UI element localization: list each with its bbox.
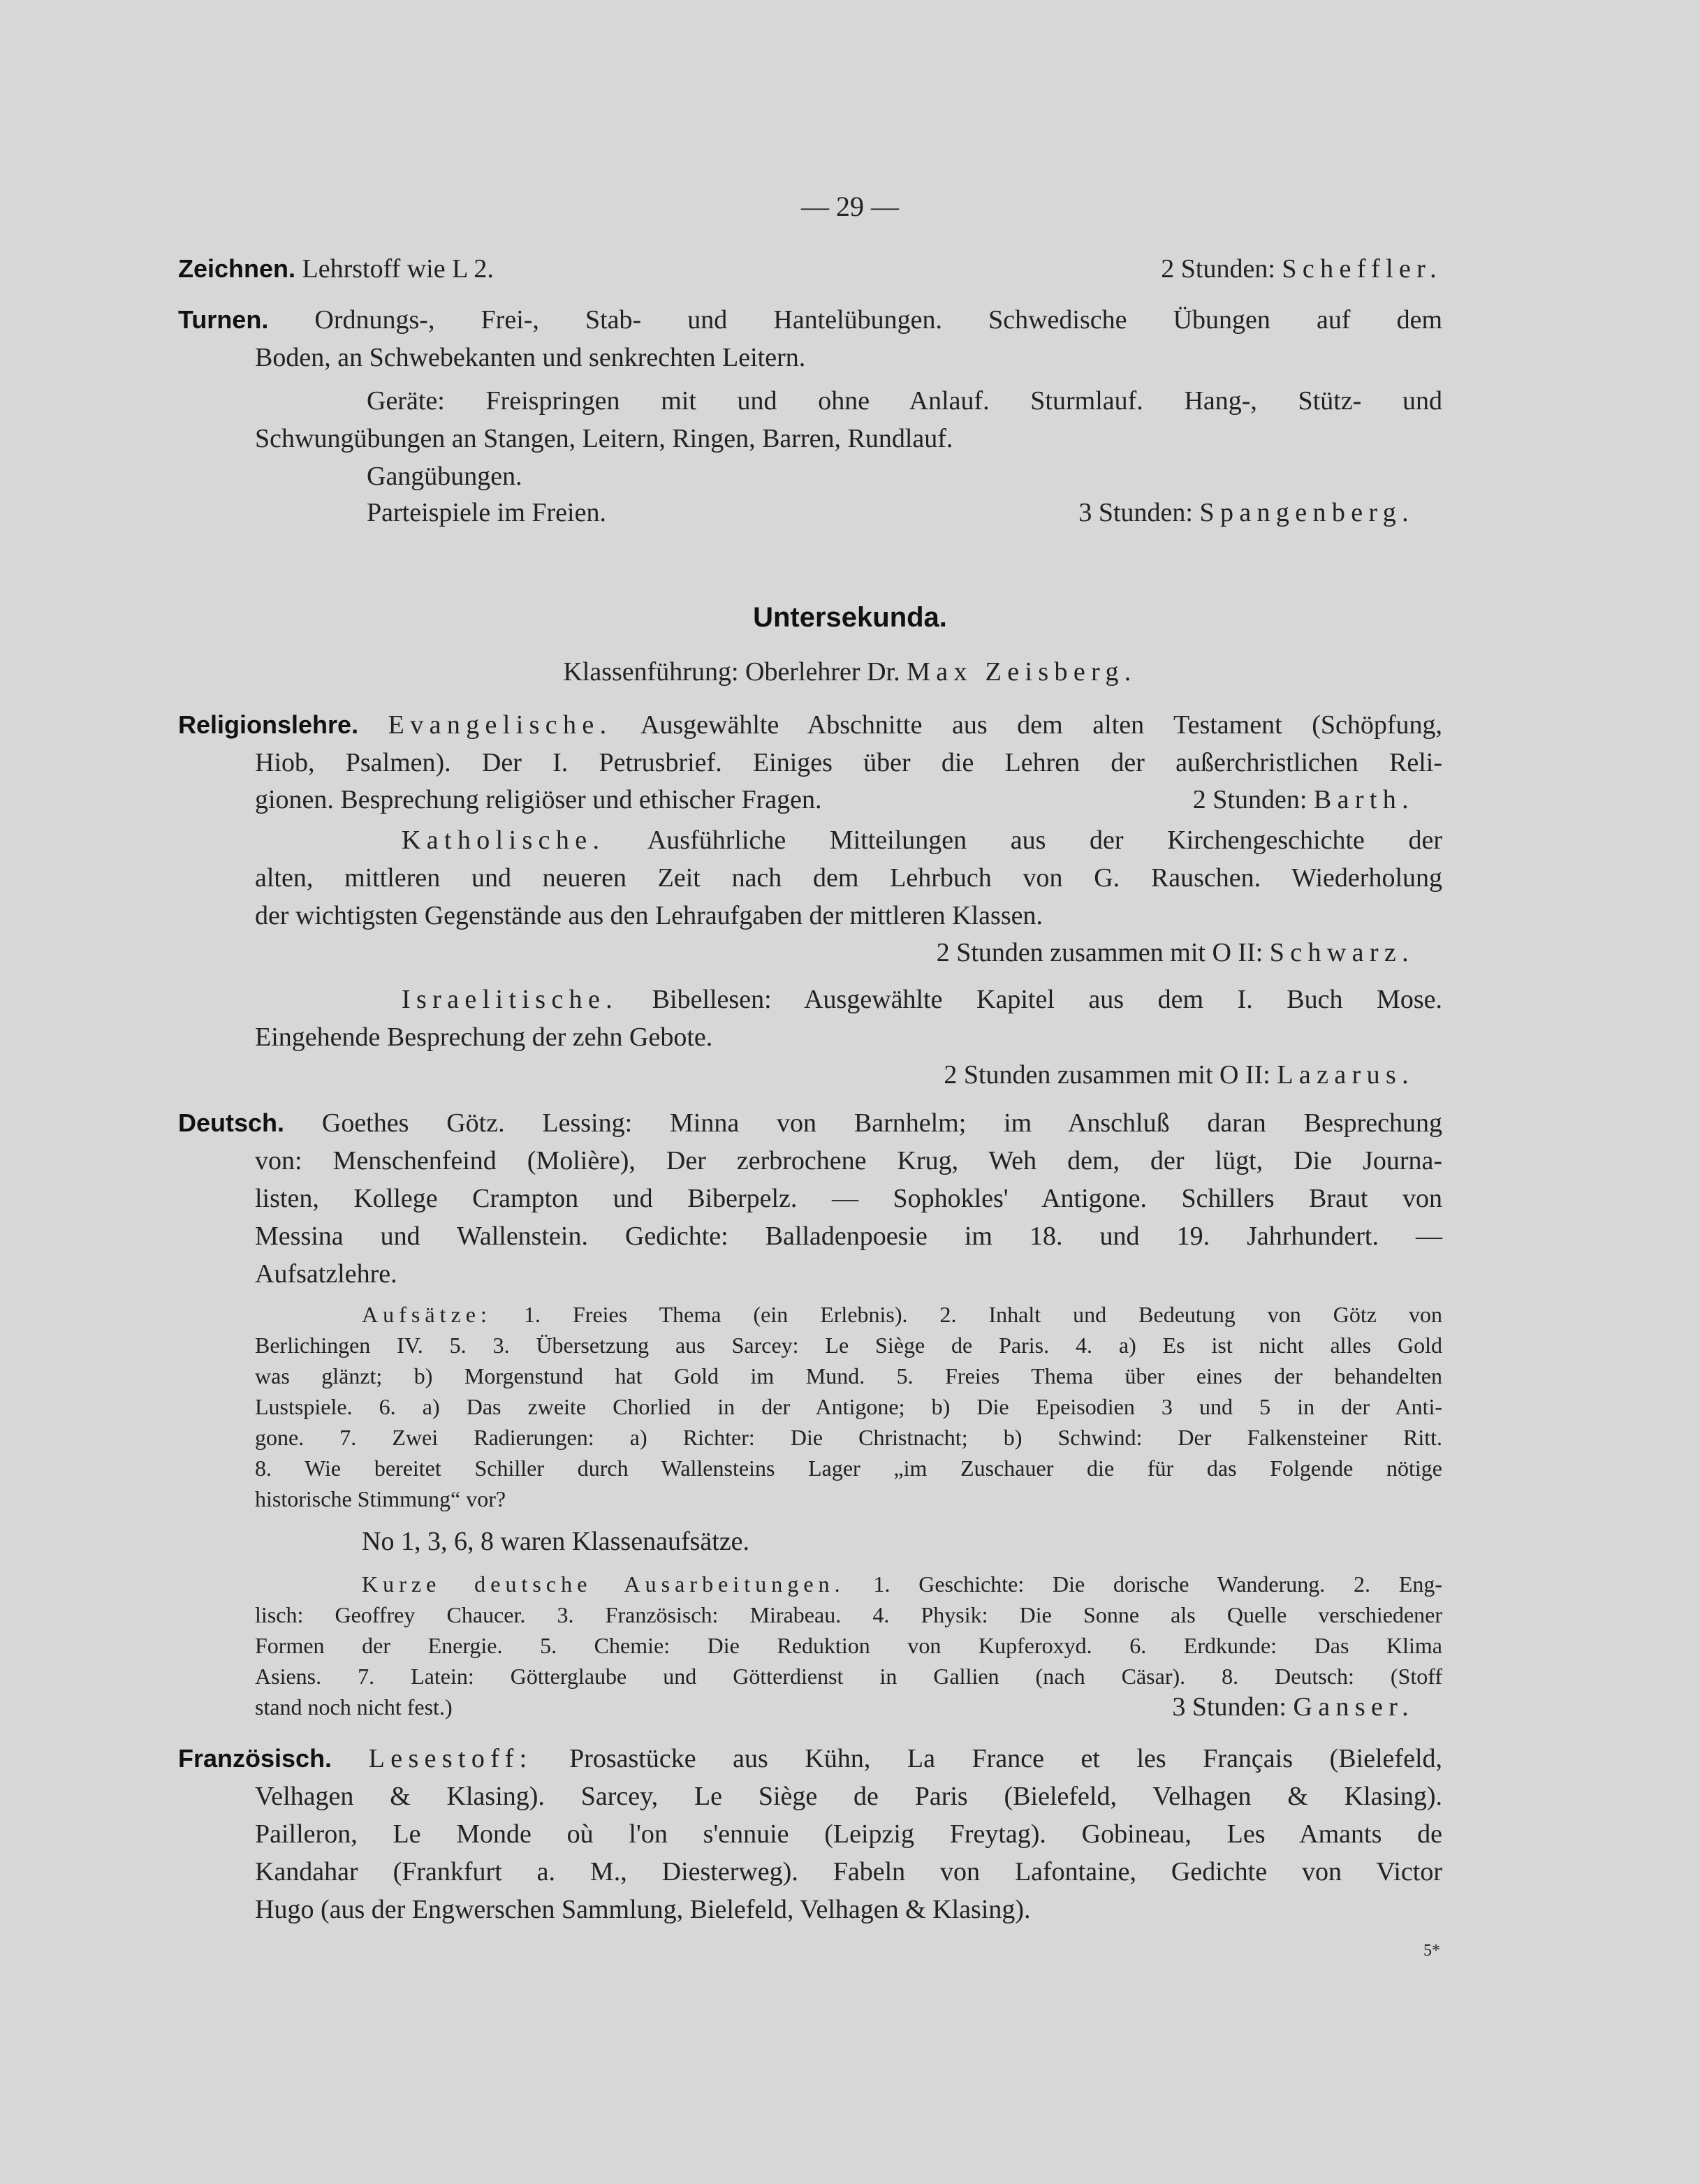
turnen-text-2: Boden, an Schwebekanten und senkrechten Leitern. xyxy=(255,343,806,372)
religion-isr-label: Israelitische. xyxy=(402,985,619,1014)
deutsch-text-4: Messina und Wallenstein. Gedichte: Balladenpoesie im 18. und 19. Jahrhundert. — xyxy=(255,1222,1442,1251)
kurz-text-3: Formen der Energie. 5. Chemie: Die Reduktion von Kupferoxyd. 6. Erdkunde: Das Klima xyxy=(255,1633,1442,1658)
religion-isr-line-1 xyxy=(402,983,1442,1016)
turnen-hours-label: 3 Stunden: xyxy=(1078,498,1193,527)
turnen-text-1: Ordnungs-, Frei-, Stab- und Hantelübungen. Schwedische Übungen auf dem xyxy=(314,305,1443,335)
aufsaetze-text-2: Berlichingen IV. 5. 3. Übersetzung aus Sarcey: Le Siège de Paris. 4. a) Es ist nicht alles Gold xyxy=(255,1333,1442,1358)
religion-isr-teacher: Lazarus. xyxy=(1277,1060,1414,1090)
kurz-text-5: stand noch nicht fest.) xyxy=(255,1694,453,1720)
turnen-text-3: Geräte: Freispringen mit und ohne Anlauf. Sturmlauf. Hang-, Stütz- und xyxy=(367,386,1442,416)
aufsaetze-text-5: gone. 7. Zwei Radierungen: a) Richter: Die Christnacht; b) Schwind: Der Falkensteiner Ritt. xyxy=(255,1425,1442,1450)
turnen-line-1 xyxy=(178,304,1442,336)
deutsch-heading: Deutsch. xyxy=(178,1108,285,1137)
religion-ev-hours-label: 2 Stunden: xyxy=(1192,785,1307,814)
kurz-text-1: 1. Geschichte: Die dorische Wanderung. 2. Eng- xyxy=(873,1571,1443,1597)
zeichnen-line xyxy=(178,253,1442,285)
religion-kath-hours-line xyxy=(255,937,1414,969)
religion-ev-hours xyxy=(1193,784,1414,816)
religion-ev-text-2: Hiob, Psalmen). Der I. Petrusbrief. Einiges über die Lehren der außerchristlichen Reli- xyxy=(255,748,1442,777)
franz-heading: Französisch. xyxy=(178,1744,332,1773)
page-number: — 29 — xyxy=(801,191,899,222)
aufsaetze-text-7: historische Stimmung“ vor? xyxy=(255,1486,506,1511)
religion-kath-text-1: Ausführliche Mitteilungen aus der Kirchengeschichte der xyxy=(647,826,1442,855)
signature-mark: 5* xyxy=(1423,1942,1440,1960)
kurz-text-2: lisch: Geoffrey Chaucer. 3. Französisch: Mirabeau. 4. Physik: Die Sonne als Quelle verschiedener xyxy=(255,1602,1442,1627)
aufsaetze-text-1: 1. Freies Thema (ein Erlebnis). 2. Inhalt und Bedeutung von Götz von xyxy=(524,1302,1443,1327)
religion-kath-line-1 xyxy=(402,824,1442,856)
turnen-text-5: Gangübungen. xyxy=(367,462,522,491)
turnen-teacher: Spangenberg. xyxy=(1199,498,1414,527)
franz-text-2: Velhagen & Klasing). Sarcey, Le Siège de Paris (Bielefeld, Velhagen & Klasing). xyxy=(255,1782,1442,1811)
franz-label: Lesestoff: xyxy=(368,1744,533,1773)
religion-isr-text-1: Bibellesen: Ausgewählte Kapitel aus dem I. Buch Mose. xyxy=(652,985,1442,1014)
aufsaetze-text-6: 8. Wie bereitet Schiller durch Wallensteins Lager „im Zuschauer die für das Folgende nötige xyxy=(255,1456,1442,1481)
religion-kath-text-2: alten, mittleren und neueren Zeit nach dem Lehrbuch von G. Rauschen. Wiederholung xyxy=(255,863,1442,893)
klassenaufsaetze: No 1, 3, 6, 8 waren Klassenaufsätze. xyxy=(362,1527,750,1556)
aufsaetze-label: Aufsätze: xyxy=(362,1302,492,1327)
religion-isr-hours-label: 2 Stunden zusammen mit O II: xyxy=(944,1060,1270,1090)
aufsaetze-text-4: Lustspiele. 6. a) Das zweite Chorlied in der Antigone; b) Die Epeisodien 3 und 5 in der Anti- xyxy=(255,1394,1442,1419)
klassenfuehrung xyxy=(0,657,1700,687)
religion-ev-line-3 xyxy=(255,784,1414,816)
franz-text-4: Kandahar (Frankfurt a. M., Diesterweg). Fabeln von Lafontaine, Gedichte von Victor xyxy=(255,1857,1442,1886)
franz-text-5: Hugo (aus der Engwerschen Sammlung, Bielefeld, Velhagen & Klasing). xyxy=(255,1895,1031,1924)
religion-isr-text-2: Eingehende Besprechung der zehn Gebote. xyxy=(255,1023,713,1052)
turnen-text-6: Parteispiele im Freien. xyxy=(367,498,606,527)
franz-text-1: Prosastücke aus Kühn, La France et les Français (Bielefeld, xyxy=(569,1744,1443,1773)
religion-isr-hours xyxy=(944,1059,1414,1091)
deutsch-text-2: von: Menschenfeind (Molière), Der zerbrochene Krug, Weh dem, der lügt, Die Journa- xyxy=(255,1146,1442,1175)
section-title: Untersekunda. xyxy=(753,602,947,633)
religion-kath-hours-label: 2 Stunden zusammen mit O II: xyxy=(936,938,1263,967)
deutsch-text-3: listen, Kollege Crampton und Biberpelz. — Sophokles' Antigone. Schillers Braut von xyxy=(255,1184,1442,1213)
religion-ev-teacher: Barth. xyxy=(1313,785,1414,814)
turnen-hours xyxy=(1078,497,1414,529)
zeichnen-text: Lehrstoff wie L 2. xyxy=(302,254,494,284)
religion-ev-label: Evangelische. xyxy=(388,710,613,740)
aufsaetze-text-3: was glänzt; b) Morgenstund hat Gold im Mund. 5. Freies Thema über eines der behandelten xyxy=(255,1363,1442,1388)
klassenfuehrung-label: Klassenführung: Oberlehrer Dr. xyxy=(563,657,900,687)
religion-ev-text-3: gionen. Besprechung religiöser und ethischer Fragen. xyxy=(255,785,822,814)
deutsch-text-1: Goethes Götz. Lessing: Minna von Barnhelm; im Anschluß daran Besprechung xyxy=(321,1108,1442,1138)
kurz-line-5 xyxy=(255,1692,1414,1722)
aufsaetze-line-1 xyxy=(362,1299,1442,1330)
religion-kath-text-3: der wichtigsten Gegenstände aus den Lehraufgaben der mittleren Klassen. xyxy=(255,901,1043,930)
turnen-heading: Turnen. xyxy=(178,305,269,334)
religion-kath-hours xyxy=(937,937,1414,969)
franz-text-3: Pailleron, Le Monde où l'on s'ennuie (Leipzig Freytag). Gobineau, Les Amants de xyxy=(255,1819,1442,1849)
deutsch-text-5: Aufsatzlehre. xyxy=(255,1259,397,1289)
deutsch-hours-label: 3 Stunden: xyxy=(1172,1692,1287,1722)
kurz-text-4: Asiens. 7. Latein: Götterglaube und Götterdienst in Gallien (nach Cäsar). 8. Deutsch: (Stoff xyxy=(255,1664,1442,1689)
turnen-text-4: Schwungübungen an Stangen, Leitern, Ringen, Barren, Rundlauf. xyxy=(255,424,953,453)
kurz-label: Kurze deutsche Ausarbeitungen. xyxy=(362,1571,845,1597)
religion-kath-label: Katholische. xyxy=(402,826,606,855)
zeichnen-teacher: Scheffler. xyxy=(1282,254,1442,284)
religion-heading: Religionslehre. xyxy=(178,710,359,739)
franz-line-1 xyxy=(178,1743,1442,1775)
religion-line-1 xyxy=(178,709,1442,741)
turnen-line-6 xyxy=(367,497,1414,529)
religion-kath-teacher: Schwarz. xyxy=(1269,938,1414,967)
zeichnen-heading: Zeichnen. xyxy=(178,254,296,283)
religion-ev-text-1: Ausgewählte Abschnitte aus dem alten Testament (Schöpfung, xyxy=(640,710,1443,740)
kurz-line-1 xyxy=(362,1569,1442,1599)
religion-isr-hours-line xyxy=(255,1059,1414,1091)
deutsch-line-1 xyxy=(178,1107,1442,1139)
deutsch-teacher: Ganser. xyxy=(1293,1692,1414,1722)
zeichnen-hours-label: 2 Stunden: xyxy=(1161,254,1275,284)
deutsch-hours xyxy=(1172,1692,1414,1722)
klassenfuehrung-name: Max Zeisberg. xyxy=(907,657,1137,687)
zeichnen-hours xyxy=(1161,253,1442,285)
